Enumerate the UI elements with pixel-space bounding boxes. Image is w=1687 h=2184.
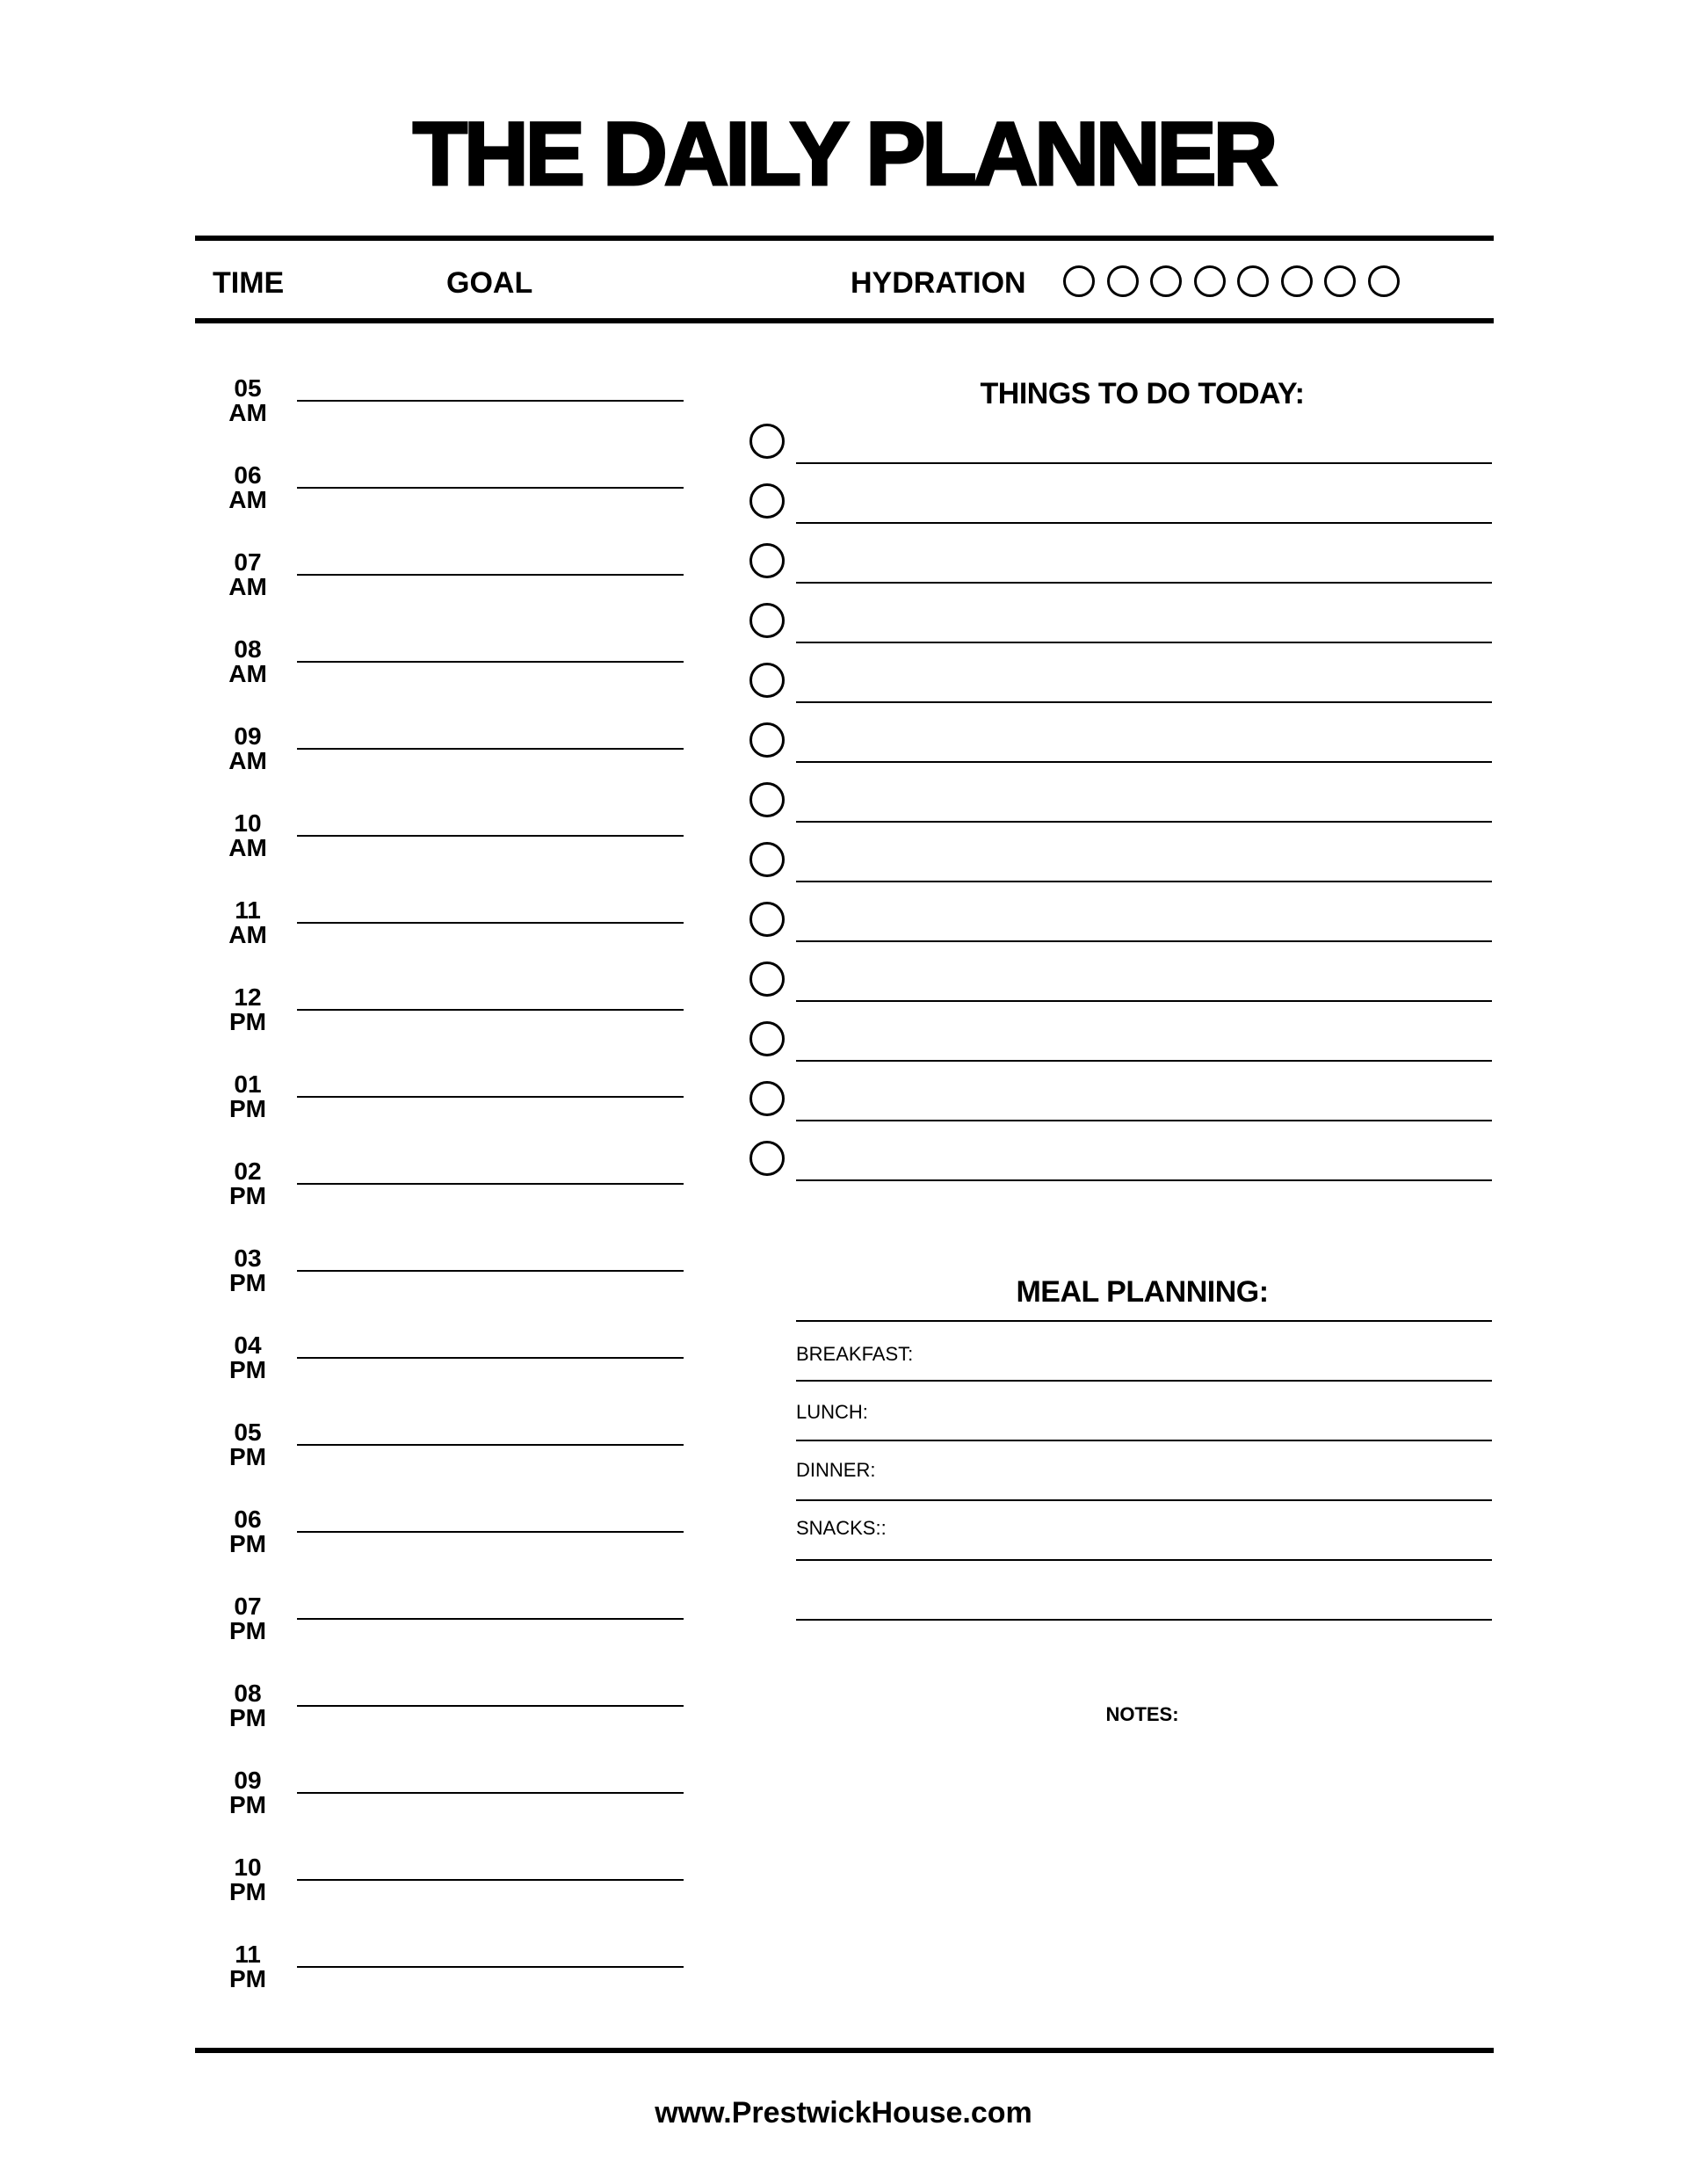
- time-slot-period: PM: [229, 1617, 266, 1644]
- time-slot-label: [213, 376, 283, 425]
- hydration-circle-icon[interactable]: [1194, 265, 1226, 297]
- time-slot-period: AM: [228, 573, 267, 600]
- time-slot-line[interactable]: [297, 1270, 684, 1272]
- time-slot-hour: 04: [234, 1331, 262, 1359]
- time-slot-line[interactable]: [297, 1531, 684, 1533]
- time-slot-label: [213, 463, 283, 512]
- header-bottom-rule: [195, 318, 1494, 323]
- time-slot-hour: 12: [234, 983, 262, 1011]
- goal-header: GOAL: [446, 266, 533, 300]
- hydration-circle-icon[interactable]: [1368, 265, 1400, 297]
- time-slot-period: PM: [229, 1182, 266, 1209]
- time-slot-hour: 09: [234, 722, 262, 750]
- time-slot-period: AM: [228, 486, 267, 513]
- meal-line[interactable]: [796, 1559, 1492, 1561]
- time-slot-period: AM: [228, 660, 267, 687]
- todo-checkbox-icon[interactable]: [749, 842, 785, 877]
- time-slot-hour: 07: [234, 548, 262, 576]
- todo-item-line[interactable]: [796, 522, 1492, 524]
- time-slot-period: PM: [229, 1704, 266, 1731]
- meal-label: LUNCH:: [796, 1401, 868, 1423]
- time-slot-label: [213, 1072, 283, 1121]
- time-slot-period: PM: [229, 1356, 266, 1383]
- todo-checkbox-icon[interactable]: [749, 1081, 785, 1116]
- time-slot-hour: 07: [234, 1593, 262, 1620]
- todo-item-line[interactable]: [796, 642, 1492, 643]
- time-slot-hour: 08: [234, 635, 262, 663]
- todo-item-line[interactable]: [796, 821, 1492, 823]
- todo-checkbox-icon[interactable]: [749, 424, 785, 459]
- notes-label: NOTES:: [1105, 1703, 1179, 1725]
- time-slot-line[interactable]: [297, 400, 684, 402]
- hydration-circle-icon[interactable]: [1063, 265, 1095, 297]
- meal-line[interactable]: [796, 1320, 1492, 1322]
- todo-checkbox-icon[interactable]: [749, 483, 785, 519]
- time-slot-label: [213, 550, 283, 599]
- time-slot-period: PM: [229, 1443, 266, 1470]
- todo-checkbox-icon[interactable]: [749, 663, 785, 698]
- time-slot-hour: 06: [234, 1506, 262, 1533]
- time-slot-label: [213, 985, 283, 1034]
- time-slot-line[interactable]: [297, 748, 684, 750]
- time-slot-hour: 02: [234, 1157, 262, 1185]
- meal-line[interactable]: [796, 1499, 1492, 1501]
- time-slot-period: PM: [229, 1965, 266, 1992]
- time-slot-hour: 10: [234, 1854, 262, 1881]
- time-slot-period: AM: [228, 399, 267, 426]
- time-slot-line[interactable]: [297, 487, 684, 489]
- time-slot-line[interactable]: [297, 1096, 684, 1098]
- todo-item-line[interactable]: [796, 1179, 1492, 1181]
- footer-rule: [195, 2048, 1494, 2053]
- hydration-circle-icon[interactable]: [1281, 265, 1313, 297]
- todo-item-line[interactable]: [796, 582, 1492, 584]
- time-slot-hour: 05: [234, 374, 262, 402]
- todo-checkbox-icon[interactable]: [749, 961, 785, 997]
- todo-item-line[interactable]: [796, 1060, 1492, 1062]
- time-slot-period: PM: [229, 1095, 266, 1122]
- time-slot-line[interactable]: [297, 574, 684, 576]
- todo-checkbox-icon[interactable]: [749, 782, 785, 817]
- time-slot-label: [213, 1768, 283, 1818]
- todo-item-line[interactable]: [796, 940, 1492, 942]
- todo-item-line[interactable]: [796, 881, 1492, 882]
- time-slot-line[interactable]: [297, 1966, 684, 1968]
- todo-item-line[interactable]: [796, 1120, 1492, 1121]
- todo-item-line[interactable]: [796, 462, 1492, 464]
- time-slot-hour: 09: [234, 1767, 262, 1794]
- time-slot-period: AM: [228, 834, 267, 861]
- todo-item-line[interactable]: [796, 761, 1492, 763]
- todo-title: THINGS TO DO TODAY:: [980, 377, 1305, 410]
- time-slot-hour: 06: [234, 461, 262, 489]
- todo-checkbox-icon[interactable]: [749, 543, 785, 578]
- todo-checkbox-icon[interactable]: [749, 603, 785, 638]
- hydration-circle-icon[interactable]: [1237, 265, 1269, 297]
- meal-line[interactable]: [796, 1619, 1492, 1621]
- time-slot-hour: 10: [234, 809, 262, 837]
- time-slot-label: [213, 1855, 283, 1905]
- time-slot-label: [213, 1507, 283, 1556]
- time-slot-hour: 11: [235, 896, 261, 924]
- time-slot-period: PM: [229, 1530, 266, 1557]
- time-slot-line[interactable]: [297, 922, 684, 924]
- meal-label: BREAKFAST:: [796, 1343, 914, 1365]
- time-header: TIME: [213, 266, 285, 300]
- time-slot-label: [213, 1942, 283, 1992]
- time-slot-line[interactable]: [297, 661, 684, 663]
- meal-label: SNACKS::: [796, 1517, 887, 1539]
- todo-checkbox-icon[interactable]: [749, 1141, 785, 1176]
- time-slot-label: [213, 811, 283, 860]
- page-title: THE DAILY PLANNER: [412, 104, 1275, 204]
- time-slot-line[interactable]: [297, 1183, 684, 1185]
- time-slot-label: [213, 1159, 283, 1208]
- meal-line[interactable]: [796, 1440, 1492, 1441]
- time-slot-line[interactable]: [297, 1705, 684, 1707]
- time-slot-label: [213, 1681, 283, 1731]
- todo-item-line[interactable]: [796, 1000, 1492, 1002]
- time-slot-label: [213, 1420, 283, 1469]
- meal-planning-title: MEAL PLANNING:: [1016, 1275, 1269, 1309]
- time-slot-line[interactable]: [297, 835, 684, 837]
- time-slot-hour: 11: [235, 1941, 261, 1968]
- todo-checkbox-icon[interactable]: [749, 1021, 785, 1056]
- meal-line[interactable]: [796, 1380, 1492, 1382]
- time-slot-line[interactable]: [297, 1009, 684, 1011]
- header-top-rule: [195, 236, 1494, 241]
- time-slot-label: [213, 637, 283, 686]
- time-slot-period: PM: [229, 1269, 266, 1296]
- todo-checkbox-icon[interactable]: [749, 722, 785, 758]
- time-slot-hour: 03: [234, 1244, 262, 1272]
- hydration-circle-icon[interactable]: [1324, 265, 1356, 297]
- hydration-circle-icon[interactable]: [1107, 265, 1139, 297]
- time-slot-period: AM: [228, 747, 267, 774]
- time-slot-line[interactable]: [297, 1792, 684, 1794]
- time-slot-hour: 01: [234, 1070, 262, 1098]
- footer-url: www.PrestwickHouse.com: [655, 2096, 1032, 2130]
- time-slot-period: PM: [229, 1008, 266, 1035]
- todo-checkbox-icon[interactable]: [749, 902, 785, 937]
- meal-label: DINNER:: [796, 1459, 876, 1481]
- todo-item-line[interactable]: [796, 701, 1492, 703]
- time-slot-label: [213, 1594, 283, 1643]
- time-slot-label: [213, 1246, 283, 1295]
- hydration-header: HYDRATION: [851, 266, 1026, 300]
- time-slot-period: PM: [229, 1791, 266, 1818]
- time-slot-period: PM: [229, 1878, 266, 1905]
- time-slot-hour: 05: [234, 1419, 262, 1446]
- time-slot-label: [213, 898, 283, 947]
- time-slot-line[interactable]: [297, 1618, 684, 1620]
- time-slot-line[interactable]: [297, 1357, 684, 1359]
- time-slot-period: AM: [228, 921, 267, 948]
- time-slot-hour: 08: [234, 1680, 262, 1707]
- time-slot-label: [213, 1333, 283, 1382]
- time-slot-line[interactable]: [297, 1444, 684, 1446]
- time-slot-line[interactable]: [297, 1879, 684, 1881]
- hydration-circle-icon[interactable]: [1150, 265, 1182, 297]
- time-slot-label: [213, 724, 283, 773]
